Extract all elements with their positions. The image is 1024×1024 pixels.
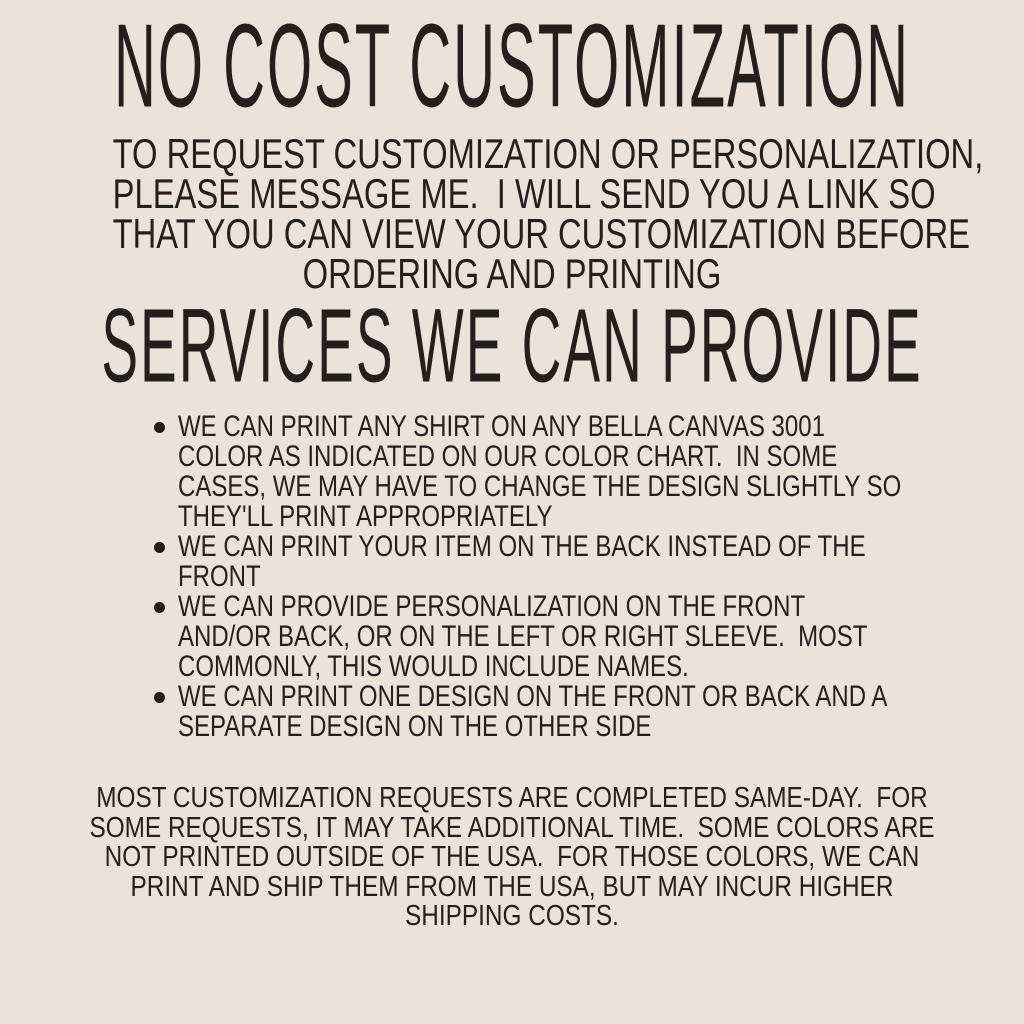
text-line: WE CAN PROVIDE PERSONALIZATION ON THE FRONT — [178, 590, 806, 623]
services-heading-text: SERVICES WE CAN PROVIDE — [101, 286, 923, 405]
footer-paragraph — [0, 784, 1024, 932]
page-title — [0, 0, 1024, 134]
text-line: FRONT — [178, 560, 261, 593]
text-line: COLOR AS INDICATED ON OUR COLOR CHART. IN SOME — [178, 440, 838, 473]
text-line: THAT YOU CAN VIEW YOUR CUSTOMIZATION BEFORE — [112, 210, 970, 257]
text-line: PRINT AND SHIP THEM FROM THE USA, BUT MAY INCUR HIGHER — [130, 870, 894, 903]
text-line: ORDERING AND PRINTING — [302, 250, 722, 297]
intro-paragraph — [0, 130, 1024, 297]
text-line: TO REQUEST CUSTOMIZATION OR PERSONALIZATION, — [112, 130, 984, 177]
text-line: SHIPPING COSTS. — [405, 900, 619, 932]
text-line: MOST CUSTOMIZATION REQUESTS ARE COMPLETED SAME-DAY. FOR — [96, 782, 928, 814]
text-line: WE CAN PRINT ANY SHIRT ON ANY BELLA CANVAS 3001 — [178, 410, 825, 443]
text-line: SOME REQUESTS, IT MAY TAKE ADDITIONAL TIME. SOME COLORS ARE — [89, 811, 935, 844]
text-line: COMMONLY, THIS WOULD INCLUDE NAMES. — [178, 650, 689, 683]
text-line: SEPARATE DESIGN ON THE OTHER SIDE — [178, 710, 652, 743]
list-item — [178, 682, 1024, 742]
bullet-icon — [154, 422, 165, 433]
services-list — [0, 412, 1024, 742]
text-line: THEY'LL PRINT APPROPRIATELY — [178, 500, 553, 533]
text-line: WE CAN PRINT ONE DESIGN ON THE FRONT OR BACK AND A — [178, 680, 888, 713]
text-line: NOT PRINTED OUTSIDE OF THE USA. FOR THOSE COLORS, WE CAN — [104, 841, 920, 873]
text-line: CASES, WE MAY HAVE TO CHANGE THE DESIGN SLIGHTLY SO — [178, 470, 902, 503]
list-item — [178, 592, 1024, 682]
page-title-text: NO COST CUSTOMIZATION — [113, 0, 911, 134]
bullet-text — [178, 592, 1024, 682]
bullet-icon — [154, 692, 165, 703]
bullet-text — [178, 682, 1024, 742]
bullet-icon — [154, 602, 165, 613]
list-item — [178, 412, 1024, 532]
list-item — [178, 532, 1024, 592]
text-line: AND/OR BACK, OR ON THE LEFT OR RIGHT SLEEVE. MOST — [178, 620, 868, 653]
bullet-text — [178, 532, 1024, 592]
text-line: WE CAN PRINT YOUR ITEM ON THE BACK INSTEAD OF THE — [178, 530, 866, 563]
services-heading — [0, 286, 1024, 406]
bullet-text — [178, 412, 1024, 532]
text-line: PLEASE MESSAGE ME. I WILL SEND YOU A LINK SO — [112, 170, 936, 217]
bullet-icon — [154, 542, 165, 553]
